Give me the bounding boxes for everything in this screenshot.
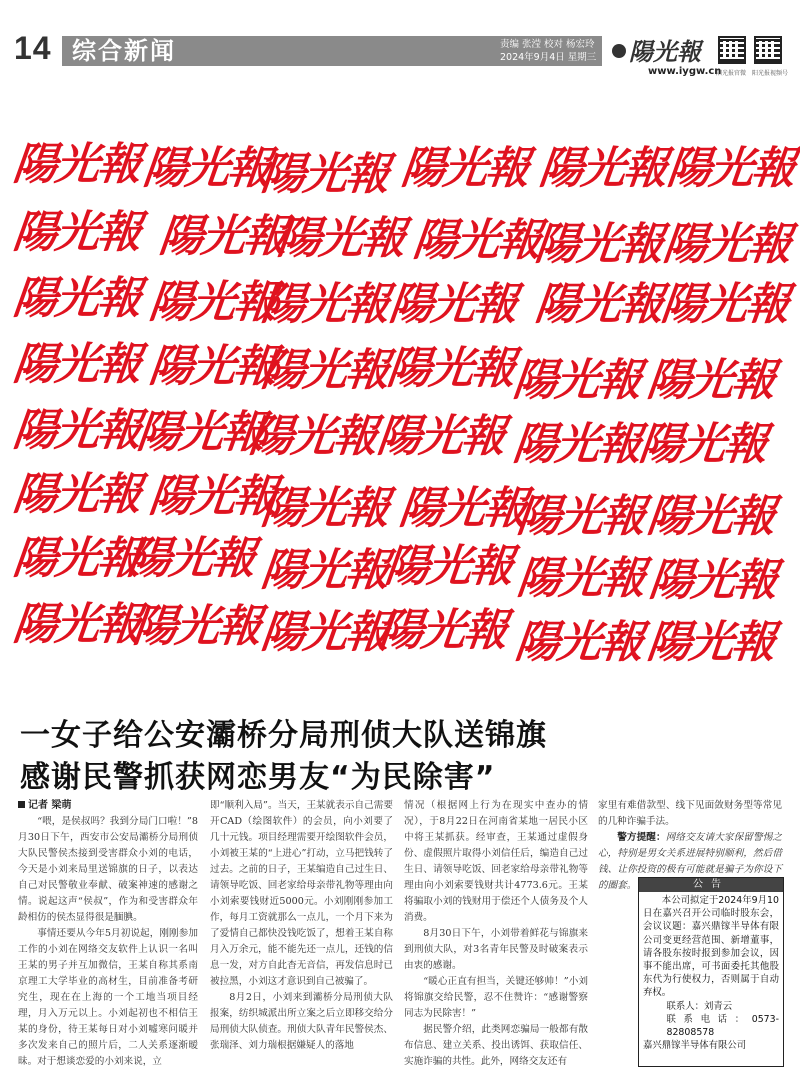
notice-title: 公告	[639, 878, 783, 892]
watermark-logo: 陽光報	[258, 345, 391, 396]
watermark-logo: 陽光報	[382, 541, 515, 592]
date-line: 2024年9月4日 星期三	[500, 52, 597, 63]
watermark-logo: 陽光報	[532, 219, 665, 270]
watermark-logo: 陽光報	[514, 553, 647, 604]
watermark-logo: 陽光報	[532, 279, 665, 330]
watermark-logo: 陽光報	[146, 277, 279, 328]
watermark-logo: 陽光報	[386, 279, 519, 330]
notice-body	[639, 892, 783, 1054]
byline-text: 记者 梁萌	[28, 800, 72, 811]
page-header	[0, 0, 800, 90]
watermark-logo: 陽光報	[258, 545, 391, 596]
watermark-logo: 陽光報	[644, 355, 777, 406]
paragraph: 即“顺利入局”。当天，王某就表示自己需要开CAD（绘图软件）的会员，向小刘要了几十元钱。项目经理需要开绘图软件会员，小刘被王某的“上进心”打动，立马把钱转了过去。之前的日子，王某编造自己过生日、请领导吃饭、回老家给母亲带礼物等理由向小刘索要钱财近5000元。小刘刚刚参加工作，每月工资就那么一点儿，一个月下来为了爱情自己都快没钱吃饭了，想着王某自称月入万余元，能不能先还一点儿，还钱的信息一发，对方自此杳无音信，再发信息时已被拉黑，小刘这才意识到自己被骗了。	[210, 800, 393, 987]
section-title: 综合新闻	[72, 37, 176, 65]
article-column-1	[18, 798, 198, 1070]
article-column-2	[210, 798, 393, 1054]
qr-code-icon[interactable]	[754, 36, 782, 64]
watermark-logo: 陽光報	[376, 605, 509, 656]
watermark-logo: 陽光報	[10, 405, 143, 456]
notice-contact-person: 联系人：刘青云	[666, 1000, 733, 1012]
watermark-logo: 陽光報	[396, 483, 529, 534]
watermark-logo: 陽光報	[10, 469, 143, 520]
qr-code-icon[interactable]	[718, 36, 746, 64]
watermark-logo: 陽光報	[510, 355, 643, 406]
watermark-logo: 陽光報	[536, 143, 669, 194]
logo-sun-icon	[612, 44, 626, 58]
watermark-logo: 陽光報	[10, 207, 143, 258]
watermark-logo: 陽光報	[258, 607, 391, 658]
watermark-logo: 陽光報	[658, 279, 791, 330]
watermark-logo: 陽光報	[130, 601, 263, 652]
watermark-logo: 陽光報	[646, 555, 779, 606]
paragraph: 8月2日，小刘来到灞桥分局刑侦大队报案，纺织城派出所立案之后立即移交给分局刑侦大队侦查。刑侦大队青年民警侯杰、张瑞泽、刘力瑞根据嫌疑人的落地	[210, 992, 393, 1051]
watermark-logo: 陽光報	[510, 419, 643, 470]
paragraph: 事情还要从今年5月初说起，刚刚参加工作的小刘在网络交友软件上认识一名叫王某的男子并互加微信，王某自称其系南京理工大学毕业的高材生，目前准备考研究生，现在在上海的一个工地当项目经理，月入万元以上。小刘起初也不相信王某的身份，待王某每日对小刘嘘寒问暖并多次发来自己的照片后，二人关系逐渐暧昧。对于想谈恋爱的小刘来说，立	[18, 928, 198, 1067]
warning-label: 警方提醒：	[617, 832, 666, 843]
article-column-3	[404, 798, 588, 1070]
watermark-logo: 陽光報	[636, 419, 769, 470]
watermark-logo: 陽光報	[384, 343, 517, 394]
paragraph: 情况（根据网上行为在现实中查办的情况），于8月22日在河南省某地一居民小区中将王某抓获。经审查，王某通过虚假身份、虚假照片取得小刘信任后，编造自己过生日、请领导吃饭、回老家给母亲带礼物等理由向小刘索要钱财共计4773.6元。王某将骗取小刘的钱财用于偿还个人债务及个人消费。	[404, 800, 588, 923]
paragraph: “喂，是侯叔吗？我到分局门口啦！”8月30日下午，西安市公安局灞桥分局刑侦大队民警侯杰接到受害群众小刘的电话，今天是小刘来局里送锦旗的日子，以表达自己对民警敬业奉献、破案神速的感谢之情。说起这声“侯叔”，作为和受害群众年龄相仿的侯杰显得很是腼腆。	[18, 816, 198, 923]
watermark-logo: 陽光報	[246, 411, 379, 462]
article-subheadline: 感谢民警抓获网恋男友“为民除害”	[20, 760, 496, 795]
qr-label: 阳光报官微	[716, 70, 747, 77]
watermark-logo: 陽光報	[512, 617, 645, 668]
notice-contact-phone: 联系电话：0573-82808578	[666, 1013, 779, 1039]
logo-text: 陽光報	[629, 37, 701, 66]
editor-credits	[500, 38, 596, 64]
watermark-logo: 陽光報	[156, 211, 289, 262]
watermark-logo: 陽光報	[146, 471, 279, 522]
article-headline: 一女子给公安灞桥分局刑侦大队送锦旗	[20, 718, 547, 753]
watermark-logo: 陽光報	[410, 215, 543, 266]
qr-label: 阳光报视频号	[752, 70, 789, 77]
watermark-logo: 陽光報	[10, 599, 143, 650]
website-link[interactable]: www.iygw.cn	[648, 66, 722, 77]
paragraph: 8月30日下午，小刘带着鲜花与锦旗来到刑侦大队，对3名青年民警及时破案表示由衷的感谢。	[404, 928, 588, 971]
watermark-logo: 陽光報	[644, 491, 777, 542]
watermark-logo: 陽光報	[10, 273, 143, 324]
paragraph: 家里有难借款型、线下见面敛财务型等常见的几种诈骗手法。	[598, 800, 782, 827]
watermark-logo: 陽光報	[664, 143, 797, 194]
watermark-logo: 陽光報	[134, 407, 267, 458]
watermark-logo: 陽光報	[10, 339, 143, 390]
watermark-logo: 陽光報	[140, 143, 273, 194]
watermark-logo: 陽光報	[374, 411, 507, 462]
newspaper-logo	[612, 32, 701, 67]
watermark-logo: 陽光報	[274, 213, 407, 264]
watermark-logo: 陽光報	[10, 533, 143, 584]
watermark-logo: 陽光報	[644, 617, 777, 668]
page-number: 14	[14, 30, 52, 66]
watermark-logo: 陽光報	[146, 341, 279, 392]
watermark-logo: 陽光報	[514, 491, 647, 542]
watermark-logo: 陽光報	[258, 149, 391, 200]
paragraph: “暖心正直有担当，关键还够帅！”小刘将锦旗交给民警，忍不住赞许：“感谢警察同志为民除害！”	[404, 976, 588, 1019]
watermark-logo: 陽光報	[398, 143, 531, 194]
editor-line: 责编 张滢 校对 杨宏玲	[500, 39, 595, 50]
public-notice	[638, 877, 784, 1067]
watermark-logo: 陽光報	[660, 219, 793, 270]
warning-text: 网络交友请大家保留警惕之心，特别是男女关系进展特别顺利，然后借钱、让你投资的极有可能就是骗子为你设下的圈套。	[598, 832, 783, 891]
watermark-logo: 陽光報	[10, 139, 143, 190]
watermark-logo: 陽光報	[258, 279, 391, 330]
watermark-image	[0, 118, 800, 668]
paragraph: 据民警介绍，此类网恋骗局一般都有散布信息、建立关系、投出诱饵、获取信任、实施诈骗的共性。此外，网络交友还有	[404, 1024, 588, 1067]
notice-company: 嘉兴鼎镓半导体有限公司	[643, 1040, 747, 1052]
notice-text: 本公司拟定于2024年9月10日在嘉兴召开公司临时股东会，会议议题：嘉兴鼎镓半导体有限公司变更经营范围、新增董事，请各股东按时报到参加会议，因事不能出席，可书面委托其他股东代为行使权力，否则属于自动弃权。	[643, 895, 779, 999]
square-bullet-icon	[18, 801, 25, 808]
watermark-logo: 陽光報	[124, 533, 257, 584]
byline	[18, 798, 198, 814]
watermark-logo: 陽光報	[258, 483, 391, 534]
